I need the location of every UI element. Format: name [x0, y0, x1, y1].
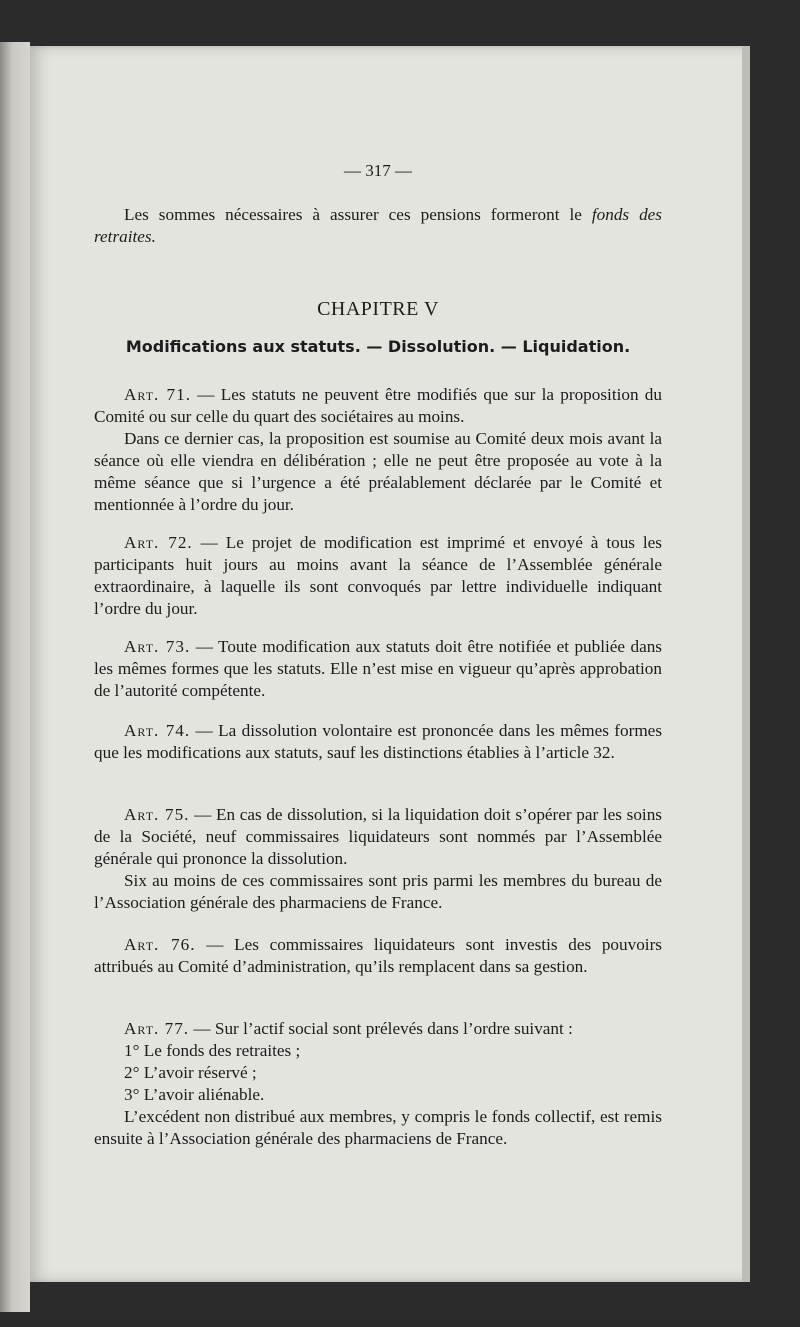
book-page: [30, 46, 748, 1282]
list-item: 1° Le fonds des retraites ;: [124, 1041, 301, 1060]
article-74: [94, 720, 662, 764]
article-text: — Sur l’actif social sont prélevés dans l’ordre suivant :: [189, 1019, 573, 1038]
page-number: — 317 —: [344, 161, 412, 180]
article-77: [94, 1018, 662, 1150]
article-76: [94, 934, 662, 978]
intro-italic: fonds des retraites.: [94, 205, 662, 246]
article-73: [94, 636, 662, 702]
list-item: 2° L’avoir réservé ;: [124, 1063, 257, 1082]
article-label: Art. 74.: [124, 721, 191, 740]
article-label: Art. 73.: [124, 637, 191, 656]
book-right-edge: [742, 46, 750, 1282]
article-text: — La dissolution volontaire est prononcée dans les mêmes formes que les modifications aux statuts, sauf les distinctions établies à l’article 32.: [94, 721, 663, 762]
article-text: — Le projet de modification est imprimé et envoyé à tous les participants huit jours au moins avant la séance de l’Assemblée générale extraordinaire, à laquelle ils sont convoqués par lettre individuelle indiquant l’ordre du jour.: [94, 533, 662, 618]
article-text: L’excédent non distribué aux membres, y compris le fonds collectif, est remis ensuite à l’Association générale des pharmaciens de France.: [94, 1107, 662, 1148]
article-text: — Les statuts ne peuvent être modifiés que sur la proposition du Comité ou sur celle du quart des sociétaires au moins.: [94, 385, 662, 426]
book-left-edge: [0, 42, 30, 1312]
article-label: Art. 76.: [124, 935, 196, 954]
article-71: [94, 384, 662, 516]
article-text: Dans ce dernier cas, la proposition est soumise au Comité deux mois avant la séance où elle viendra en délibération ; elle ne peut être proposée au vote à la même séance que si l’urgence a été préalablement déclarée par le Comité et mentionnée à l’ordre du jour.: [94, 429, 662, 514]
chapter-title: CHAPITRE V: [317, 298, 439, 320]
intro-paragraph: [94, 204, 662, 248]
chapter-subtitle: Modifications aux statuts. — Dissolution. — Liquidation.: [125, 337, 631, 356]
article-text: — Toute modification aux statuts doit être notifiée et publiée dans les mêmes formes que les statuts. Elle n’est mise en vigueur qu’après approbation de l’autorité compétente.: [94, 637, 662, 700]
article-label: Art. 71.: [124, 385, 192, 404]
article-text: — Les commissaires liquidateurs sont investis des pouvoirs attribués au Comité d’administration, qu’ils remplacent dans sa gestion.: [94, 935, 662, 976]
article-text: — En cas de dissolution, si la liquidation doit s’opérer par les soins de la Société, neuf commissaires liquidateurs sont nommés par l’Assemblée générale qui prononce la dissolution.: [94, 805, 662, 868]
list-item: 3° L’avoir aliénable.: [124, 1085, 265, 1104]
article-72: [94, 532, 662, 620]
article-label: Art. 77.: [124, 1019, 190, 1038]
intro-text: Les sommes nécessaires à assurer ces pensions formeront le: [124, 205, 592, 224]
article-75: [94, 804, 662, 914]
article-label: Art. 75.: [124, 805, 190, 824]
article-text: Six au moins de ces commissaires sont pris parmi les membres du bureau de l’Association générale des pharmaciens de France.: [94, 871, 662, 912]
article-label: Art. 72.: [124, 533, 193, 552]
